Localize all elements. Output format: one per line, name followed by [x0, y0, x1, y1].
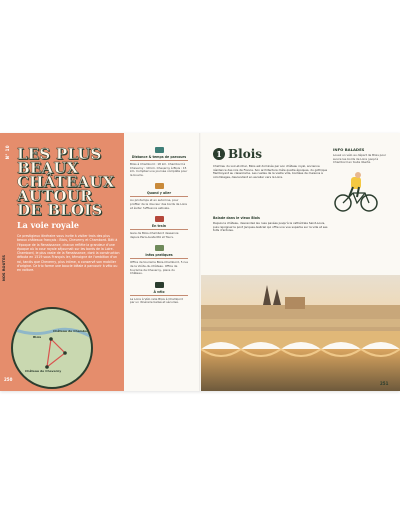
train-icon — [155, 216, 164, 222]
sidebar-heading: En train — [130, 224, 188, 230]
sidebar-text: Gare de Blois-Chambord desservie depuis Paris-Austerlitz et Tours. — [130, 231, 179, 239]
sidebar-block — [130, 216, 188, 239]
blois-bridge-photo — [201, 275, 400, 391]
side-tag: NOS ROUTES — [2, 255, 6, 282]
map-label-blois: Blois — [33, 335, 42, 339]
book-spread — [0, 133, 400, 391]
left-page-number: 250 — [4, 377, 13, 382]
car-icon — [155, 147, 164, 153]
sidebar-block — [130, 183, 188, 210]
route-map-drawing — [13, 309, 93, 389]
info-sidebar — [130, 147, 188, 311]
bike-icon — [155, 282, 164, 288]
map-label-cheverny: Château de Cheverny — [25, 369, 62, 373]
blois-photo — [201, 275, 400, 391]
page-subtitle: La voie royale — [17, 220, 80, 230]
sub-text: Depuis le château, descendez les rues pavées jusqu'à la cathédrale Saint-Louis, puis rejoignez le pont Jacques-Gabriel qui offre une vue superbe sur la ville et ses toits d'ardoise. — [213, 221, 328, 233]
sidebar-heading: Infos pratiques — [130, 253, 188, 259]
sidebar-block — [130, 245, 188, 275]
intro-text: Ce prestigieux itinéraire vous invite à visiter trois des plus beaux châteaux français : Blois, Cheverny et Chambord. Bâti à l'époque de la Renaissance, chacun reflète la grandeur d'une époque où la cour royale séjournait sur les bords de la Loire. Chambord, le plus vaste de la Renaissance, dont la construction débuta en 1519 sous François Ier, témoigne de l'ambition d'un roi, tandis que Cheverny, plus intime, a conservé son mobilier d'origine. Ce trio forme une boucle idéale à parcourir à vélo ou en voiture. — [17, 234, 120, 273]
section-title — [213, 147, 262, 161]
sidebar-text: Office de tourisme Blois-Chambord, 5 rue de la Voûte-du-Château. Office de tourisme de Cheverny, place du Château. — [130, 260, 189, 276]
left-page-banner — [0, 133, 124, 391]
sidebar-text: Blois à Chambord : 18 km. Chambord à Cheverny : 19 km. Cheverny à Blois : 15 km. Comptez une journée complète pour la boucle. — [130, 162, 188, 177]
cyclist-illustration — [333, 171, 379, 213]
page-title: LES PLUS BEAUX CHÂTEAUX AUTOUR DE BLOIS — [17, 145, 115, 219]
sub-heading: Balade dans le vieux Blois — [213, 216, 260, 220]
right-page-number: 251 — [380, 381, 389, 386]
sidebar-text: Au printemps et en automne, pour profiter de la douceur des bords de Loire et éviter l'affluence estivale. — [130, 198, 188, 210]
sidebar-block — [130, 282, 188, 305]
map-label-chambord: Château de Chambord — [53, 329, 91, 333]
section-number: 1 — [213, 148, 225, 160]
route-map — [11, 307, 93, 389]
sidebar-heading: À vélo — [130, 290, 188, 296]
calendar-icon — [155, 183, 164, 189]
sidebar-heading: Distance & temps de parcours — [131, 155, 187, 159]
info-box-text: Louez un vélo au départ de Blois pour suivre les bords de Loire jusqu'à Chambord en toute liberté. — [333, 153, 387, 165]
route-tag: N° 10 — [5, 145, 10, 160]
info-icon — [155, 245, 164, 251]
sidebar-block — [130, 147, 188, 177]
section-title-text: Blois — [228, 147, 263, 161]
sidebar-text: La Loire à Vélo relie Blois à Chambord par un itinéraire balisé et sécurisé. — [130, 296, 183, 305]
section-intro: Chef-lieu du Loir-et-Cher, Blois est dominée par son château royal, ancienne résidence des rois de France. Son architecture mêle quatre époques, du gothique flamboyant au classicisme. Les ruelles de la vieille ville, bordées de maisons à colombages, descendent en escalier vers la Loire. — [213, 164, 328, 179]
info-box-heading: INFO BALADES — [333, 147, 365, 152]
sidebar-heading: Quand y aller — [130, 191, 188, 197]
info-box — [333, 147, 388, 217]
